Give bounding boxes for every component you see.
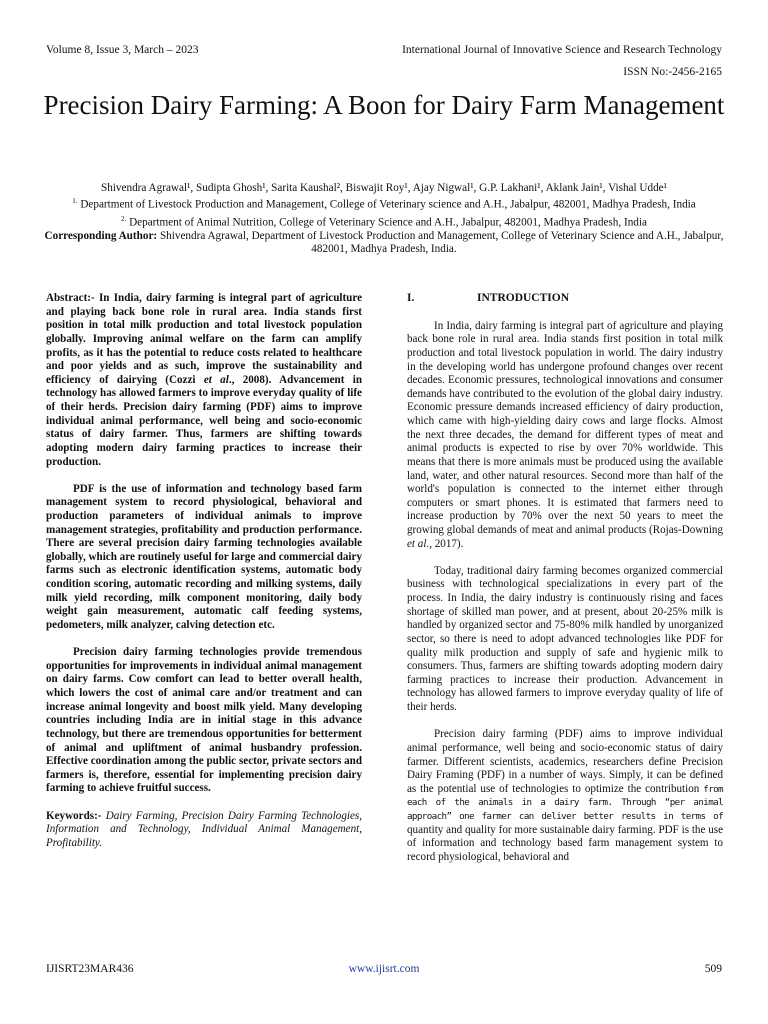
- journal-volume: Volume 8, Issue 3, March – 2023: [46, 44, 199, 56]
- intro-p3-mono-line-2: approach” one farmer can deliver better results in terms of: [407, 811, 723, 823]
- abstract-p1-text-b: ., 2008). Advancement in technology has allowed farmers to improve everyday quality of life of their herds. Precision dairy farming (PDF) aims to improve individual animal performance, well being and socio-economic status of dairy farmer. Thus, farmers are shifting towards adopting modern dairy farming practices to increase their production.: [46, 373, 362, 468]
- left-column: [46, 292, 362, 851]
- affiliation-1-marker: 1.: [72, 197, 78, 206]
- footer-website-link[interactable]: www.ijisrt.com: [348, 963, 420, 975]
- corresponding-author: [40, 230, 728, 257]
- author-block: [40, 182, 728, 257]
- section-title: INTRODUCTION: [477, 292, 570, 304]
- section-number: I.: [407, 292, 415, 304]
- affiliation-2-text: Department of Animal Nutrition, College of Veterinary Science and A.H., Jabalpur, 482001, Madhya Pradesh, India: [129, 216, 647, 229]
- intro-p3-text-a: Precision dairy farming (PDF) aims to improve individual animal performance, well being and socio-economic status of dairy farmer. Different scientists, academics, researchers define Precision Dairy Framing (PDF) in a number of ways. Simply, it can be defined as the potential use of technologies to optimize the contribution: [407, 728, 723, 795]
- intro-p3-mono-line-1: from each of the animals in a dairy farm. Through “per animal: [407, 783, 723, 809]
- intro-paragraph-2: Today, traditional dairy farming becomes organized commercial business with technological specializations in every part of the process. In India, the dairy industry is continuously rising and faces shortage of skilled man power, and at present, about 20-25% milk is handled by organized sector and 75-80% milk handled by unorganized sector, so there is need to adopt advanced technologies like PDF for quality milk production and supply of safe and hygienic milk to consumers. Thus, farmers are shifting towards adopting modern dairy farming practices to increase their production. Advancement in technology has allowed farmers to improve everyday quality of life of their herds.: [407, 564, 723, 714]
- intro-p1-text-a: In India, dairy farming is integral part of agriculture and playing back bone role in rural area. India stands first position in total milk production and total livestock population in world. The dairy industry in the developing world has undergone profound changes over recent decades. Economic pressures, technological innovations and consumer demands have contributed to the evolution of the global dairy industry. Economic pressure demands increased efficiency of dairy production, which came with high-yielding dairy cows and large flocks. Almost the next three decades, the demand for different types of meat and animal products is expected to rise by over 70% worldwide. This means that there is more animals must be produced using the available land, water, and other natural resources. Second more than half of the world's population is connected to the internet either through computers or smart phones. It is estimated that farmers need to increase production by 70% over the next 50 years to meet the growing global demands of meat and animal products (Rojas-Downing: [407, 319, 723, 536]
- affiliation-1-text: Department of Livestock Production and Management, College of Veterinary science and A.H., Jabalpur, 482001, Madhya Pradesh, India: [80, 199, 696, 212]
- abstract-paragraph-2: PDF is the use of information and technology based farm management system to record physiological, behavioral and production parameters of individual animals to improve management strategies, profitability and production performance. There are several precision dairy farming technologies available globally, which are routinely useful for large and commercial dairy farms such as electronic identification systems, automatic body condition scoring, automatic recording and milking systems, daily milk yield recording, milk component monitoring, daily body weight gain measurement, automatic calf feeding systems, pedometers, milk analyzer, calving detection etc.: [46, 482, 362, 631]
- corresponding-label: Corresponding Author:: [44, 229, 158, 242]
- intro-etal: et al: [407, 537, 427, 550]
- issn: ISSN No:-2456-2165: [623, 66, 722, 78]
- affiliation-2: [40, 213, 728, 230]
- journal-name: International Journal of Innovative Science and Research Technology: [402, 44, 722, 56]
- abstract-label: Abstract:-: [46, 292, 95, 304]
- intro-p1-text-b: ., 2017).: [426, 537, 464, 550]
- footer-paper-code: IJISRT23MAR436: [46, 963, 134, 975]
- affiliation-2-marker: 2.: [121, 214, 127, 223]
- intro-p3-text-b: quantity and quality for more sustainable dairy farming. PDF is the use of information and technology based farm management system to record physiological, behavioral and: [407, 823, 723, 863]
- footer-page-number: 509: [704, 963, 722, 975]
- corresponding-text: Shivendra Agrawal, Department of Livestock Production and Management, College of Veterinary Science and A.H., Jabalpur, 482001, Madhya Pradesh, India.: [159, 229, 724, 256]
- section-heading-introduction: [407, 292, 723, 306]
- intro-paragraph-1: [407, 320, 723, 552]
- affiliation-1: [40, 195, 728, 212]
- abstract-etal: et al: [203, 373, 229, 386]
- keywords: [46, 810, 362, 851]
- abstract-p1-text-a: In India, dairy farming is integral part of agriculture and playing back bone role in rural area. India stands first position in total milk production and total livestock population globally. Improving animal welfare on the farm can amplify profits, as it has the potential to reduce costs related to healthcare and poor yields and as such, improve the sustainability and efficiency of dairying (Cozzi: [46, 292, 362, 386]
- keywords-label: Keywords:-: [46, 809, 102, 822]
- paper-title: Precision Dairy Farming: A Boon for Dairy Farm Management: [43, 90, 725, 120]
- abstract-paragraph-3: Precision dairy farming technologies provide tremendous opportunities for improvements in individual animal management on dairy farms. Cow comfort can lead to better overall health, which lowers the cost of animal care and/or treatment and can increase animal longevity and boost milk yield. Many developing countries including India are in initial stage in this advance technology, but there are tremendous opportunities for betterment of animal and upliftment of animal husbandry profession. Effective coordination among the public sector, private sectors and farmers is, therefore, essential for implementing precision dairy farming to achieve fruitful success.: [46, 646, 362, 795]
- keywords-text: Dairy Farming, Precision Dairy Farming Technologies, Information and Technology, Individual Animal Management, Profitability.: [46, 809, 362, 849]
- author-names: Shivendra Agrawal¹, Sudipta Ghosh¹, Sarita Kaushal², Biswajit Roy¹, Ajay Nigwal¹, G.P. Lakhani¹, Aklank Jain¹, Vishal Udde¹: [101, 182, 667, 194]
- abstract-paragraph-1: [46, 292, 362, 469]
- intro-paragraph-3: [407, 728, 723, 864]
- right-column: [407, 292, 723, 865]
